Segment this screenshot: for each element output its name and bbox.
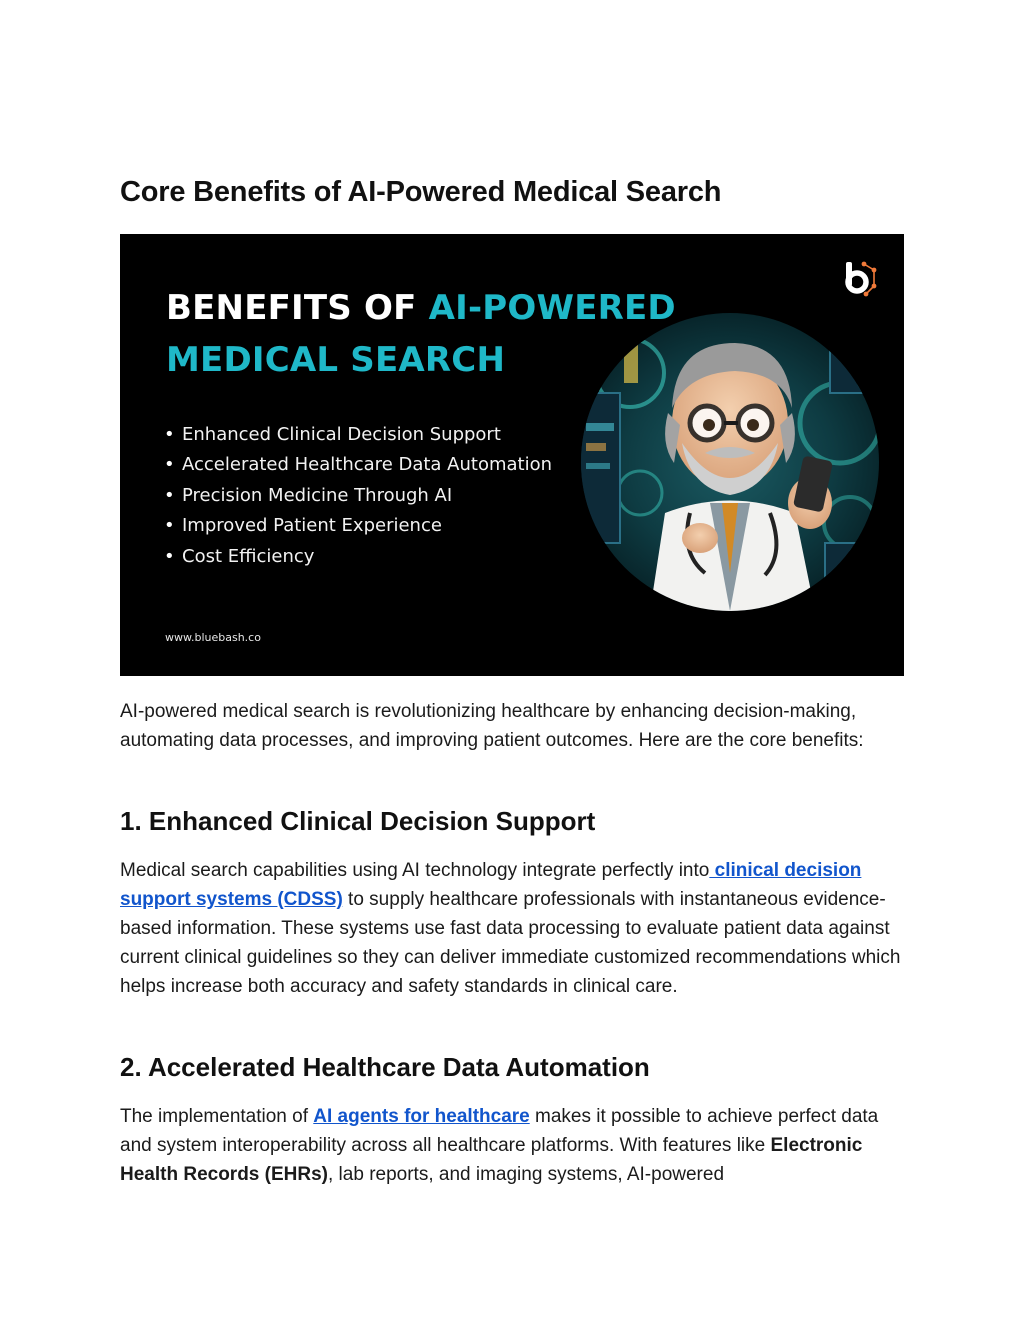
cdss-link[interactable]: clinical decision support systems (CDSS) xyxy=(120,860,862,910)
banner-bullet: • Enhanced Clinical Decision Support xyxy=(164,424,501,445)
section-1-text-start: Medical search capabilities using AI technology integrate perfectly into xyxy=(120,860,710,881)
section-2-text-end: , lab reports, and imaging systems, AI-powered xyxy=(328,1164,725,1185)
banner-website: www.bluebash.co xyxy=(165,631,261,644)
ai-agents-link[interactable]: AI agents for healthcare xyxy=(313,1106,530,1127)
banner-bullet: • Precision Medicine Through AI xyxy=(164,484,453,506)
section-2-text-start: The implementation of xyxy=(120,1106,314,1127)
banner-title-part1: BENEFITS OF xyxy=(166,288,429,328)
doctor-illustration xyxy=(570,313,888,611)
section-2-heading: 2. Accelerated Healthcare Data Automation xyxy=(120,1052,650,1082)
intro-paragraph: AI-powered medical search is revolutionizing healthcare by enhancing decision-making, automating data processes, and improving patient outcomes. Here are the core benefits: xyxy=(120,701,864,751)
banner-bullet: • Improved Patient Experience xyxy=(164,515,442,537)
ehr-bold-text: Electronic Health Records (EHRs) xyxy=(120,1135,863,1185)
banner-bullet-list xyxy=(164,420,552,572)
section-1-text-end: to supply healthcare professionals with instantaneous evidence-based information. These systems use fast data processing to evaluate patient data against current clinical guidelines so they can deliver immediate customized recommendations which helps increase both accuracy and safety standards in clinical care. xyxy=(120,889,901,997)
section-2-paragraph xyxy=(120,1102,910,1189)
bluebash-logo-icon xyxy=(838,256,882,300)
banner-bullet: • Cost Efficiency xyxy=(164,545,315,567)
banner-image xyxy=(120,234,904,676)
banner-title-line2: MEDICAL SEARCH xyxy=(166,340,506,380)
section-1-heading: 1. Enhanced Clinical Decision Support xyxy=(120,806,596,836)
section-1-paragraph xyxy=(120,856,910,1001)
page-title: Core Benefits of AI-Powered Medical Search xyxy=(120,176,722,208)
banner-bullet: • Accelerated Healthcare Data Automation xyxy=(164,454,553,476)
banner-title-part2: AI-POWERED xyxy=(428,288,676,328)
section-2-text-middle: makes it possible to achieve perfect data and system interoperability across all healthcare platforms. With features like xyxy=(120,1106,879,1156)
